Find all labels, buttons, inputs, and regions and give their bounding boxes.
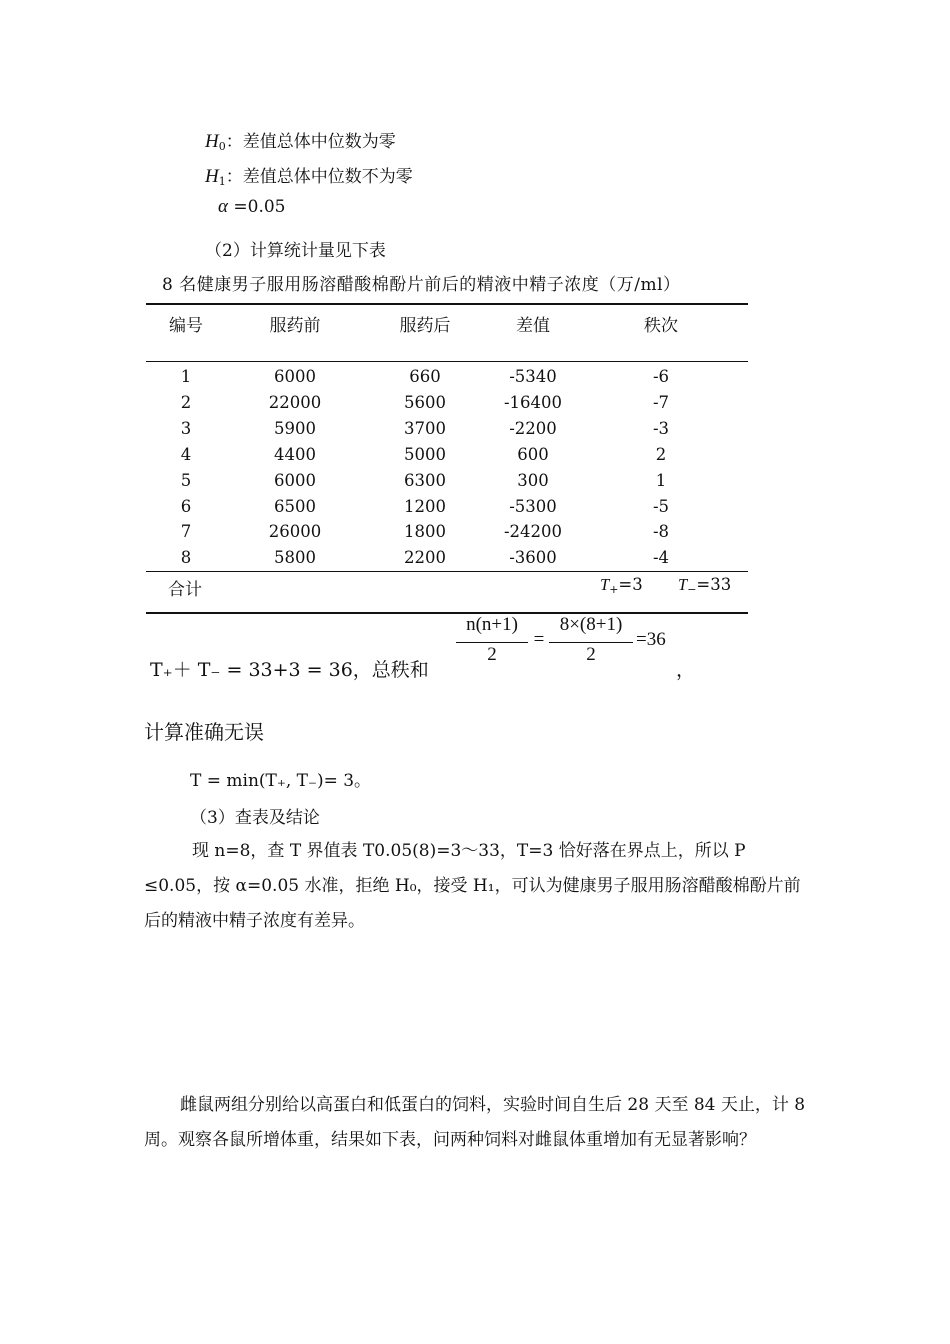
step-3-heading: （3）查表及结论	[190, 808, 320, 828]
table-cell-id: 2	[180, 392, 192, 412]
table-cell-difference: -24200	[503, 522, 563, 542]
table-cell-difference: -3600	[509, 548, 557, 568]
table-header-id: 编号	[169, 316, 203, 336]
table-cell-after: 5000	[404, 444, 446, 464]
table-bottom-rule	[146, 612, 748, 614]
table-cell-rank: -8	[652, 522, 670, 542]
table-cell-difference: -5340	[509, 367, 557, 386]
table-cell-after: 1200	[404, 496, 446, 516]
formula-fraction-2-denominator: 2	[586, 644, 596, 665]
hypothesis-h1: $H_1$：差值总体中位数不为零	[205, 166, 413, 188]
formula-equals: =	[533, 629, 545, 650]
table-cell-difference: 600	[517, 444, 549, 464]
alpha-level: α =0.05	[218, 196, 286, 217]
table-header-difference: 差值	[516, 316, 550, 336]
problem-paragraph: 雌鼠两组分别给以高蛋白和低蛋白的饲料，实验时间自生后 28 天至 84 天止，计 8 周。观察各鼠所增体重，结果如下表，问两种饲料对雌鼠体重增加有无显著影响？	[144, 1095, 806, 1150]
table-cell-id: 4	[180, 444, 192, 464]
table-cell-rank: -5	[652, 496, 670, 516]
table-cell-rank: -7	[652, 392, 670, 412]
formula-result: =36	[636, 629, 666, 650]
table-total-rule	[146, 571, 748, 572]
table-top-rule	[146, 303, 748, 305]
conclusion-paragraph: 现 n=8，查 T 界值表 T0.05(8)=3～33，T=3 恰好落在界点上，所以 P ≤0.05，按 α=0.05 水准，拒绝 H₀，接受 H₁，可认为健康男子服用肠溶醋酸棉酚片前后的精液中精子浓度有差异。	[144, 841, 801, 931]
formula-fraction-1-denominator: 2	[487, 644, 497, 665]
table-cell-id: 6	[180, 496, 192, 516]
table-cell-rank: 2	[655, 444, 667, 464]
t-statistic: T = min(T₊, T₋)= 3。	[190, 771, 372, 791]
verification-note: 计算准确无误	[144, 720, 264, 744]
table-t-plus: $T_+=3$	[600, 575, 643, 596]
formula-fraction-1-numerator: n(n+1)	[466, 614, 518, 635]
formula-fraction-2-numerator: 8×(8+1)	[559, 614, 623, 635]
table-header-after: 服药后	[399, 316, 451, 336]
table-cell-after: 3700	[404, 418, 446, 438]
table-cell-after: 2200	[404, 548, 446, 568]
table-cell-before: 5800	[274, 548, 316, 568]
table-total-label: 合计	[168, 580, 202, 600]
table-header-before: 服药前	[269, 316, 321, 336]
table-cell-before: 6500	[274, 496, 316, 516]
table-t-minus: $T_-=33$	[678, 575, 732, 596]
table-cell-before: 6000	[274, 470, 316, 490]
table-cell-before: 4400	[274, 444, 316, 464]
formula-trailing-comma: ，	[676, 659, 696, 681]
table-cell-after: 1800	[404, 522, 446, 542]
table-title: 8 名健康男子服用肠溶醋酸棉酚片前后的精液中精子浓度（万/ml）	[162, 275, 681, 295]
table-cell-before: 5900	[274, 418, 316, 438]
table-cell-id: 5	[180, 470, 192, 490]
table-cell-rank: -6	[652, 367, 670, 386]
hypothesis-h0: $H_0$：差值总体中位数为零	[205, 131, 396, 153]
table-cell-after: 6300	[404, 470, 446, 490]
table-cell-rank: 1	[655, 470, 667, 490]
table-cell-rank: -4	[652, 548, 670, 568]
table-cell-id: 7	[180, 522, 192, 542]
formula-fraction-1-bar	[456, 642, 528, 643]
table-cell-before: 26000	[268, 522, 322, 542]
formula-fraction-2-bar	[549, 642, 633, 643]
table-cell-after: 660	[409, 367, 441, 386]
table-header-rank: 秩次	[644, 316, 678, 336]
table-cell-difference: -5300	[509, 496, 557, 516]
step-2-heading: （2）计算统计量见下表	[205, 241, 386, 261]
table-cell-before: 6000	[274, 367, 316, 386]
rank-sum-statement: T₊＋ T₋ = 33+3 = 36，总秩和	[150, 659, 429, 681]
table-cell-after: 5600	[404, 392, 446, 412]
table-header-rule	[146, 361, 748, 362]
table-cell-difference: -16400	[503, 392, 563, 412]
table-cell-id: 1	[180, 367, 192, 386]
table-cell-difference: -2200	[509, 418, 557, 438]
table-cell-id: 8	[180, 548, 192, 568]
table-cell-id: 3	[180, 418, 192, 438]
table-cell-before: 22000	[268, 392, 322, 412]
table-cell-difference: 300	[517, 470, 549, 490]
table-cell-rank: -3	[652, 418, 670, 438]
